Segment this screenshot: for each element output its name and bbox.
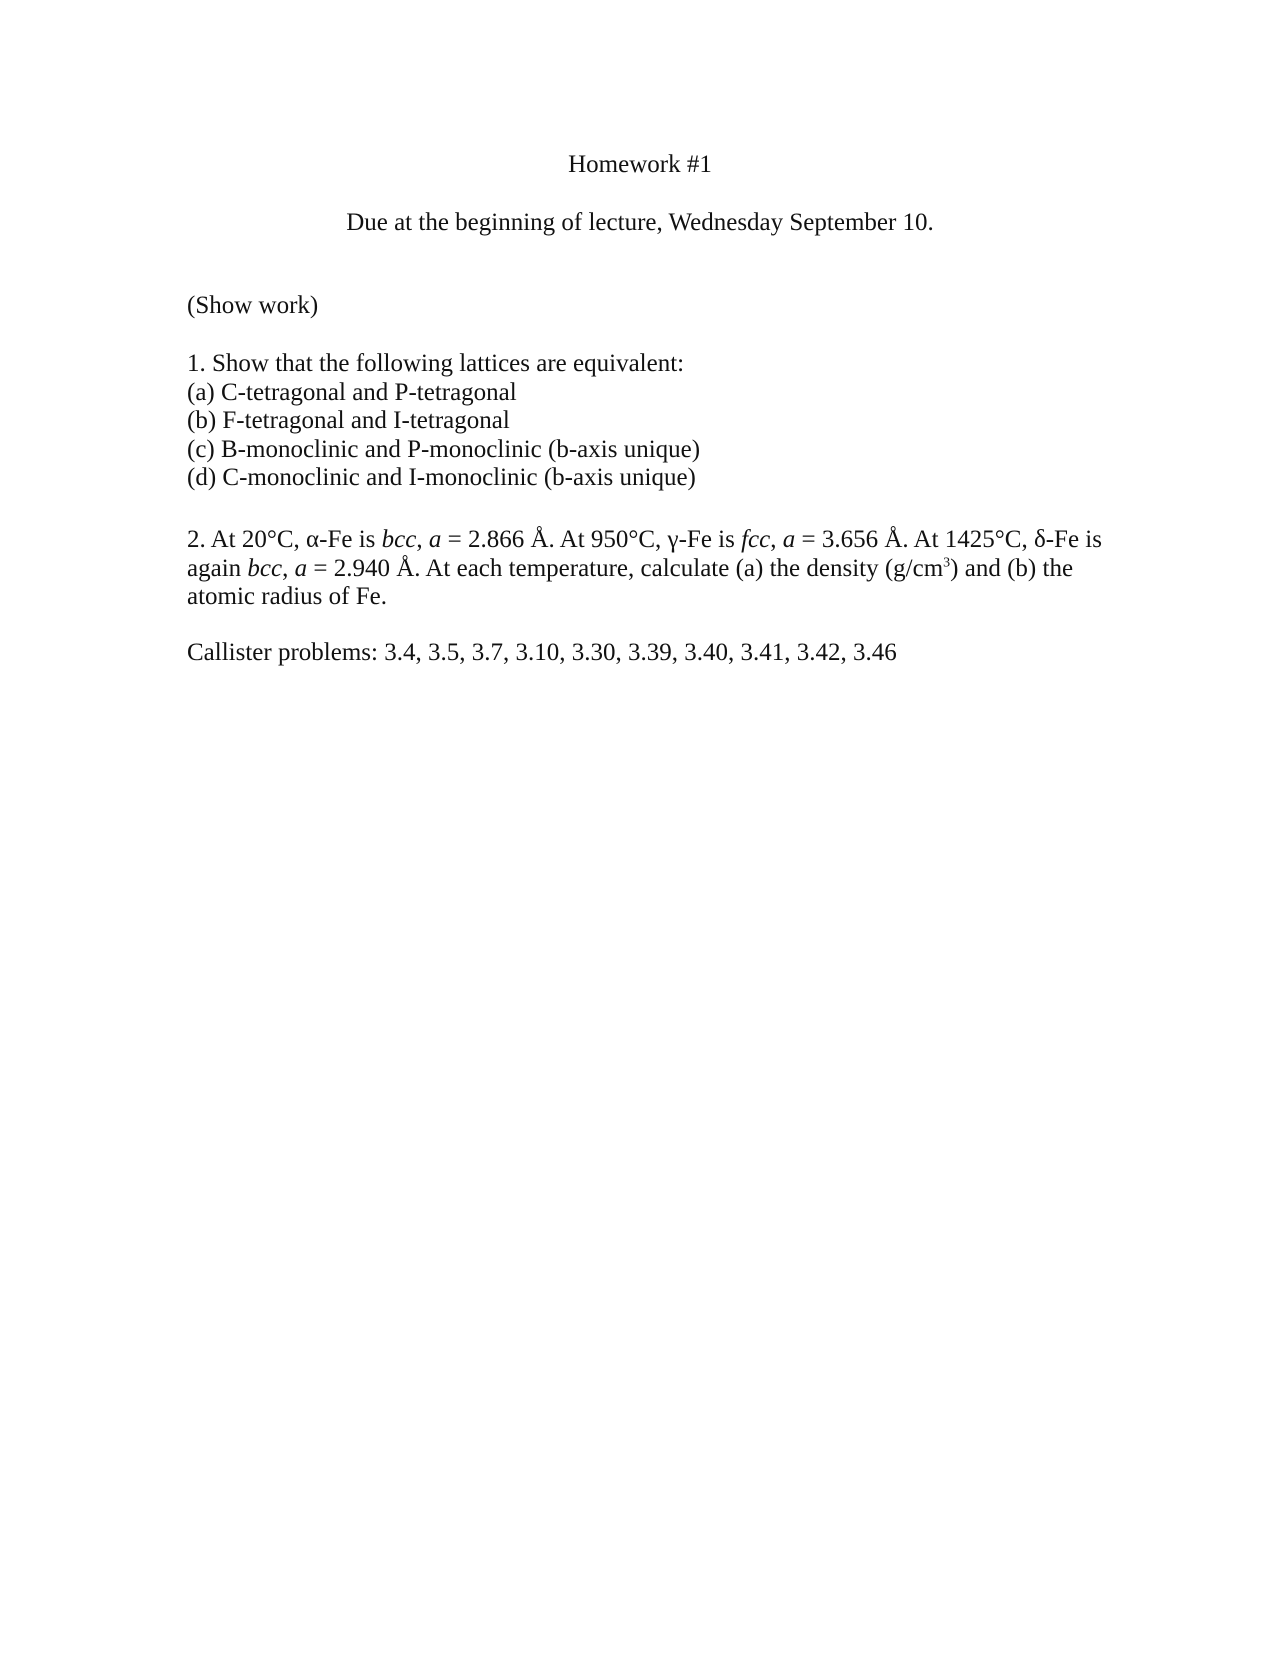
question-2 bbox=[187, 526, 1107, 612]
question-1-intro: 1. Show that the following lattices are equivalent: bbox=[187, 350, 685, 377]
question-2-text-8: ) and (b) the atomic radius of Fe. bbox=[187, 554, 1074, 610]
question-2-text-3: = 2.866 Å. At 950°C, γ-Fe is bbox=[441, 526, 742, 553]
question-2-text-6: , bbox=[282, 554, 295, 582]
question-2-a-3: a bbox=[294, 554, 308, 582]
question-1 bbox=[187, 350, 1107, 493]
question-2-text-4: , bbox=[770, 526, 783, 553]
due-date-line: Due at the beginning of lecture, Wednesday September 10. bbox=[346, 209, 934, 236]
question-2-a-2: a bbox=[782, 526, 796, 553]
question-2-text-1: 2. At 20°C, α-Fe is bbox=[187, 526, 382, 553]
question-2-text-5: = 3.656 Å. At 1425°C, δ-Fe is again bbox=[187, 526, 1102, 582]
question-2-text-2: , bbox=[416, 526, 429, 553]
question-1-item-a: (a) C-tetragonal and P-tetragonal bbox=[187, 378, 517, 406]
question-1-item-d: (d) C-monoclinic and I-monoclinic (b-axis unique) bbox=[187, 464, 696, 491]
question-2-text-7: = 2.940 Å. At each temperature, calculate (a) the density (g/cm bbox=[307, 554, 944, 582]
question-2-bcc-1: bcc bbox=[381, 526, 417, 553]
homework-title: Homework #1 bbox=[568, 151, 712, 178]
question-1-item-c: (c) B-monoclinic and P-monoclinic (b-axis unique) bbox=[187, 435, 701, 463]
show-work-instruction: (Show work) bbox=[187, 292, 319, 319]
question-2-fcc: fcc bbox=[741, 526, 771, 553]
question-2-superscript: 3 bbox=[943, 555, 951, 571]
question-1-item-b: (b) F-tetragonal and I-tetragonal bbox=[187, 407, 510, 434]
question-2-a-1: a bbox=[428, 526, 442, 553]
question-2-bcc-2: bcc bbox=[247, 554, 283, 582]
callister-problems: Callister problems: 3.4, 3.5, 3.7, 3.10, 3.30, 3.39, 3.40, 3.41, 3.42, 3.46 bbox=[187, 639, 897, 666]
